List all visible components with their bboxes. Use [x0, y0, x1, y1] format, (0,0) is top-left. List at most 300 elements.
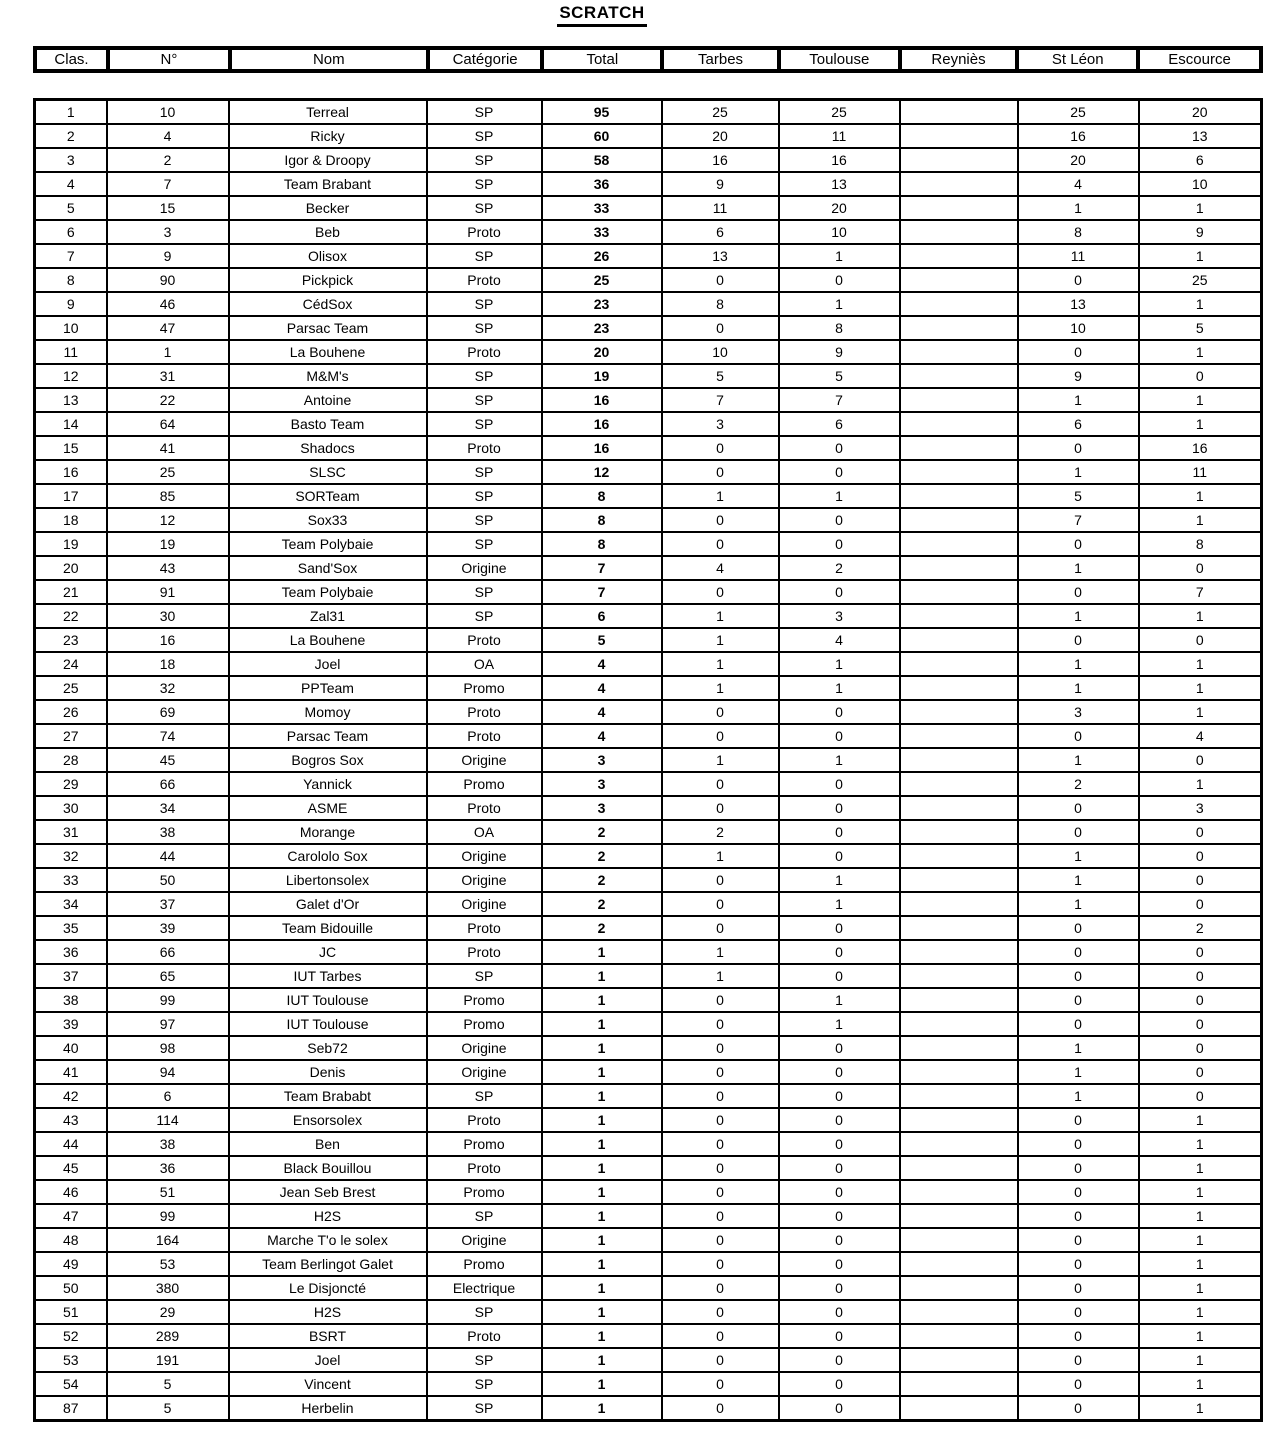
cell-nom: Parsac Team: [229, 316, 427, 340]
cell-tarbes: 0: [662, 796, 779, 820]
cell-num: 5: [107, 1372, 229, 1396]
cell-nom: Denis: [229, 1060, 427, 1084]
cell-num: 9: [107, 244, 229, 268]
cell-nom: IUT Toulouse: [229, 988, 427, 1012]
cell-clas: 22: [35, 604, 107, 628]
cell-tarbes: 0: [662, 1276, 779, 1300]
table-row: [35, 460, 1262, 484]
cell-total: 36: [542, 172, 662, 196]
cell-nom: Igor & Droopy: [229, 148, 427, 172]
cell-nom: Team Brabant: [229, 172, 427, 196]
cell-total: 23: [542, 292, 662, 316]
cell-escource: 1: [1139, 676, 1262, 700]
cell-toulouse: 0: [779, 964, 900, 988]
cell-escource: 1: [1139, 700, 1262, 724]
table-row: [35, 508, 1262, 532]
cell-st-leon: 0: [1018, 628, 1139, 652]
cell-clas: 12: [35, 364, 107, 388]
cell-categorie: SP: [427, 172, 542, 196]
cell-total: 7: [542, 580, 662, 604]
cell-clas: 28: [35, 748, 107, 772]
cell-num: 38: [107, 820, 229, 844]
cell-toulouse: 3: [779, 604, 900, 628]
table-row: [35, 1036, 1262, 1060]
cell-st-leon: 0: [1018, 1300, 1139, 1324]
table-row: [35, 1060, 1262, 1084]
cell-categorie: Promo: [427, 772, 542, 796]
cell-categorie: SP: [427, 1372, 542, 1396]
cell-num: 30: [107, 604, 229, 628]
cell-nom: Vincent: [229, 1372, 427, 1396]
cell-categorie: Origine: [427, 868, 542, 892]
cell-st-leon: 16: [1018, 124, 1139, 148]
cell-tarbes: 0: [662, 460, 779, 484]
cell-toulouse: 20: [779, 196, 900, 220]
cell-reynies: [900, 388, 1018, 412]
table-row: [35, 1396, 1262, 1421]
cell-escource: 1: [1139, 1324, 1262, 1348]
cell-clas: 41: [35, 1060, 107, 1084]
cell-st-leon: 6: [1018, 412, 1139, 436]
cell-categorie: SP: [427, 604, 542, 628]
cell-num: 91: [107, 580, 229, 604]
cell-escource: 25: [1139, 268, 1262, 292]
cell-reynies: [900, 1036, 1018, 1060]
cell-nom: Le Disjoncté: [229, 1276, 427, 1300]
cell-num: 85: [107, 484, 229, 508]
cell-tarbes: 1: [662, 748, 779, 772]
cell-total: 3: [542, 748, 662, 772]
cell-num: 66: [107, 772, 229, 796]
cell-toulouse: 1: [779, 748, 900, 772]
cell-st-leon: 0: [1018, 940, 1139, 964]
cell-reynies: [900, 940, 1018, 964]
cell-reynies: [900, 244, 1018, 268]
column-header-clas: Clas.: [37, 50, 106, 69]
cell-clas: 2: [35, 124, 107, 148]
cell-escource: 6: [1139, 148, 1262, 172]
cell-categorie: Proto: [427, 1324, 542, 1348]
cell-categorie: Promo: [427, 988, 542, 1012]
table-row: [35, 484, 1262, 508]
cell-nom: ASME: [229, 796, 427, 820]
cell-reynies: [900, 460, 1018, 484]
cell-clas: 5: [35, 196, 107, 220]
cell-reynies: [900, 292, 1018, 316]
cell-total: 1: [542, 940, 662, 964]
cell-tarbes: 0: [662, 1324, 779, 1348]
cell-escource: 1: [1139, 1180, 1262, 1204]
cell-num: 1: [107, 340, 229, 364]
cell-nom: Antoine: [229, 388, 427, 412]
column-header-categorie: Catégorie: [430, 50, 541, 69]
cell-clas: 6: [35, 220, 107, 244]
cell-categorie: Proto: [427, 436, 542, 460]
cell-categorie: Promo: [427, 1180, 542, 1204]
cell-tarbes: 0: [662, 1036, 779, 1060]
cell-nom: Joel: [229, 1348, 427, 1372]
table-row: [35, 724, 1262, 748]
cell-escource: 1: [1139, 196, 1262, 220]
cell-categorie: SP: [427, 316, 542, 340]
cell-escource: 1: [1139, 1156, 1262, 1180]
cell-num: 15: [107, 196, 229, 220]
cell-tarbes: 0: [662, 988, 779, 1012]
cell-tarbes: 0: [662, 1372, 779, 1396]
table-row: [35, 796, 1262, 820]
cell-st-leon: 9: [1018, 364, 1139, 388]
cell-escource: 13: [1139, 124, 1262, 148]
cell-nom: La Bouhene: [229, 340, 427, 364]
results-table: [33, 98, 1263, 1422]
cell-reynies: [900, 844, 1018, 868]
cell-toulouse: 0: [779, 580, 900, 604]
cell-tarbes: 25: [662, 100, 779, 125]
cell-categorie: OA: [427, 820, 542, 844]
cell-toulouse: 0: [779, 1204, 900, 1228]
cell-toulouse: 5: [779, 364, 900, 388]
cell-st-leon: 0: [1018, 1204, 1139, 1228]
cell-st-leon: 0: [1018, 1012, 1139, 1036]
cell-tarbes: 0: [662, 1084, 779, 1108]
cell-st-leon: 0: [1018, 1108, 1139, 1132]
cell-reynies: [900, 748, 1018, 772]
cell-reynies: [900, 316, 1018, 340]
cell-reynies: [900, 676, 1018, 700]
cell-tarbes: 2: [662, 820, 779, 844]
cell-toulouse: 0: [779, 1228, 900, 1252]
cell-total: 16: [542, 412, 662, 436]
cell-categorie: Origine: [427, 556, 542, 580]
cell-total: 33: [542, 220, 662, 244]
cell-reynies: [900, 268, 1018, 292]
table-row: [35, 100, 1262, 125]
cell-reynies: [900, 1156, 1018, 1180]
cell-toulouse: 0: [779, 700, 900, 724]
cell-clas: 18: [35, 508, 107, 532]
cell-categorie: Origine: [427, 844, 542, 868]
cell-toulouse: 0: [779, 1132, 900, 1156]
table-row: [35, 196, 1262, 220]
cell-reynies: [900, 772, 1018, 796]
cell-nom: CédSox: [229, 292, 427, 316]
cell-tarbes: 0: [662, 1156, 779, 1180]
cell-reynies: [900, 1396, 1018, 1421]
cell-reynies: [900, 1012, 1018, 1036]
table-row: [35, 1108, 1262, 1132]
cell-total: 19: [542, 364, 662, 388]
cell-num: 34: [107, 796, 229, 820]
cell-reynies: [900, 556, 1018, 580]
cell-num: 12: [107, 508, 229, 532]
cell-total: 8: [542, 484, 662, 508]
cell-num: 69: [107, 700, 229, 724]
table-row: [35, 148, 1262, 172]
cell-toulouse: 1: [779, 988, 900, 1012]
cell-nom: Team Bidouille: [229, 916, 427, 940]
cell-st-leon: 0: [1018, 1372, 1139, 1396]
cell-reynies: [900, 1060, 1018, 1084]
cell-num: 25: [107, 460, 229, 484]
column-header-st-leon: St Léon: [1019, 50, 1136, 69]
cell-clas: 27: [35, 724, 107, 748]
cell-num: 47: [107, 316, 229, 340]
cell-escource: 0: [1139, 1036, 1262, 1060]
cell-nom: Pickpick: [229, 268, 427, 292]
cell-total: 1: [542, 1204, 662, 1228]
cell-escource: 1: [1139, 412, 1262, 436]
cell-reynies: [900, 1084, 1018, 1108]
cell-nom: BSRT: [229, 1324, 427, 1348]
cell-clas: 23: [35, 628, 107, 652]
cell-toulouse: 0: [779, 1300, 900, 1324]
cell-toulouse: 0: [779, 1396, 900, 1421]
cell-reynies: [900, 340, 1018, 364]
cell-reynies: [900, 1108, 1018, 1132]
cell-escource: 0: [1139, 1012, 1262, 1036]
cell-nom: IUT Tarbes: [229, 964, 427, 988]
cell-escource: 8: [1139, 532, 1262, 556]
cell-reynies: [900, 628, 1018, 652]
cell-clas: 20: [35, 556, 107, 580]
cell-st-leon: 0: [1018, 1252, 1139, 1276]
cell-tarbes: 1: [662, 844, 779, 868]
cell-nom: Sox33: [229, 508, 427, 532]
cell-escource: 1: [1139, 1276, 1262, 1300]
cell-num: 36: [107, 1156, 229, 1180]
cell-total: 26: [542, 244, 662, 268]
cell-reynies: [900, 964, 1018, 988]
cell-toulouse: 0: [779, 1036, 900, 1060]
cell-clas: 21: [35, 580, 107, 604]
cell-reynies: [900, 700, 1018, 724]
cell-escource: 5: [1139, 316, 1262, 340]
cell-categorie: SP: [427, 388, 542, 412]
cell-total: 1: [542, 1084, 662, 1108]
cell-categorie: Proto: [427, 340, 542, 364]
table-row: [35, 604, 1262, 628]
cell-escource: 0: [1139, 556, 1262, 580]
cell-st-leon: 13: [1018, 292, 1139, 316]
cell-clas: 11: [35, 340, 107, 364]
cell-num: 64: [107, 412, 229, 436]
cell-nom: H2S: [229, 1300, 427, 1324]
cell-num: 164: [107, 1228, 229, 1252]
table-row: [35, 700, 1262, 724]
table-row: [35, 316, 1262, 340]
cell-st-leon: 0: [1018, 1324, 1139, 1348]
cell-total: 1: [542, 988, 662, 1012]
cell-tarbes: 1: [662, 676, 779, 700]
cell-categorie: SP: [427, 148, 542, 172]
cell-toulouse: 0: [779, 724, 900, 748]
cell-clas: 8: [35, 268, 107, 292]
cell-escource: 0: [1139, 868, 1262, 892]
cell-num: 51: [107, 1180, 229, 1204]
cell-nom: Shadocs: [229, 436, 427, 460]
cell-total: 23: [542, 316, 662, 340]
cell-st-leon: 0: [1018, 1156, 1139, 1180]
cell-categorie: Promo: [427, 676, 542, 700]
cell-nom: Parsac Team: [229, 724, 427, 748]
cell-total: 1: [542, 1108, 662, 1132]
cell-escource: 0: [1139, 844, 1262, 868]
cell-st-leon: 0: [1018, 988, 1139, 1012]
cell-num: 44: [107, 844, 229, 868]
cell-reynies: [900, 868, 1018, 892]
cell-total: 1: [542, 1276, 662, 1300]
cell-toulouse: 0: [779, 1372, 900, 1396]
cell-escource: 1: [1139, 508, 1262, 532]
cell-escource: 1: [1139, 772, 1262, 796]
cell-reynies: [900, 604, 1018, 628]
cell-clas: 1: [35, 100, 107, 125]
cell-clas: 40: [35, 1036, 107, 1060]
cell-toulouse: 0: [779, 268, 900, 292]
table-row: [35, 412, 1262, 436]
cell-escource: 1: [1139, 604, 1262, 628]
cell-toulouse: 4: [779, 628, 900, 652]
table-row: [35, 1012, 1262, 1036]
cell-num: 45: [107, 748, 229, 772]
cell-nom: Morange: [229, 820, 427, 844]
cell-reynies: [900, 148, 1018, 172]
cell-categorie: Proto: [427, 1108, 542, 1132]
table-row: [35, 1132, 1262, 1156]
table-row: [35, 292, 1262, 316]
cell-total: 2: [542, 820, 662, 844]
cell-st-leon: 1: [1018, 460, 1139, 484]
cell-clas: 32: [35, 844, 107, 868]
cell-total: 1: [542, 1180, 662, 1204]
cell-nom: SORTeam: [229, 484, 427, 508]
cell-num: 10: [107, 100, 229, 125]
cell-tarbes: 0: [662, 1060, 779, 1084]
cell-st-leon: 1: [1018, 748, 1139, 772]
cell-tarbes: 0: [662, 1348, 779, 1372]
cell-nom: Team Polybaie: [229, 580, 427, 604]
cell-num: 46: [107, 292, 229, 316]
cell-escource: 1: [1139, 1204, 1262, 1228]
cell-nom: Terreal: [229, 100, 427, 125]
cell-toulouse: 0: [779, 460, 900, 484]
table-row: [35, 268, 1262, 292]
cell-st-leon: 0: [1018, 268, 1139, 292]
cell-escource: 1: [1139, 1348, 1262, 1372]
cell-escource: 1: [1139, 1300, 1262, 1324]
cell-toulouse: 0: [779, 1324, 900, 1348]
cell-st-leon: 0: [1018, 1132, 1139, 1156]
cell-tarbes: 11: [662, 196, 779, 220]
table-row: [35, 892, 1262, 916]
cell-clas: 19: [35, 532, 107, 556]
cell-reynies: [900, 1372, 1018, 1396]
cell-total: 12: [542, 460, 662, 484]
cell-st-leon: 20: [1018, 148, 1139, 172]
cell-nom: H2S: [229, 1204, 427, 1228]
cell-clas: 51: [35, 1300, 107, 1324]
cell-toulouse: 0: [779, 1060, 900, 1084]
cell-clas: 29: [35, 772, 107, 796]
cell-clas: 52: [35, 1324, 107, 1348]
cell-clas: 26: [35, 700, 107, 724]
cell-num: 98: [107, 1036, 229, 1060]
cell-tarbes: 13: [662, 244, 779, 268]
table-row: [35, 1204, 1262, 1228]
title-bar: [0, 0, 1204, 27]
cell-toulouse: 16: [779, 148, 900, 172]
cell-st-leon: 25: [1018, 100, 1139, 125]
cell-tarbes: 0: [662, 268, 779, 292]
table-row: [35, 1276, 1262, 1300]
cell-nom: Carololo Sox: [229, 844, 427, 868]
cell-clas: 42: [35, 1084, 107, 1108]
cell-escource: 1: [1139, 652, 1262, 676]
cell-total: 1: [542, 1372, 662, 1396]
table-row: [35, 1156, 1262, 1180]
cell-reynies: [900, 412, 1018, 436]
cell-toulouse: 0: [779, 1180, 900, 1204]
cell-toulouse: 1: [779, 676, 900, 700]
cell-escource: 2: [1139, 916, 1262, 940]
cell-num: 2: [107, 148, 229, 172]
cell-categorie: Proto: [427, 628, 542, 652]
cell-tarbes: 4: [662, 556, 779, 580]
cell-st-leon: 0: [1018, 1348, 1139, 1372]
cell-st-leon: 8: [1018, 220, 1139, 244]
cell-nom: Sand'Sox: [229, 556, 427, 580]
cell-clas: 13: [35, 388, 107, 412]
cell-clas: 3: [35, 148, 107, 172]
cell-tarbes: 0: [662, 1012, 779, 1036]
cell-num: 38: [107, 1132, 229, 1156]
cell-num: 5: [107, 1396, 229, 1421]
cell-categorie: Promo: [427, 1252, 542, 1276]
cell-categorie: SP: [427, 100, 542, 125]
cell-reynies: [900, 172, 1018, 196]
cell-reynies: [900, 1228, 1018, 1252]
cell-reynies: [900, 196, 1018, 220]
page-title: SCRATCH: [557, 3, 646, 27]
cell-categorie: SP: [427, 580, 542, 604]
cell-num: 43: [107, 556, 229, 580]
cell-clas: 38: [35, 988, 107, 1012]
cell-tarbes: 0: [662, 1180, 779, 1204]
cell-tarbes: 1: [662, 604, 779, 628]
cell-clas: 31: [35, 820, 107, 844]
cell-st-leon: 0: [1018, 580, 1139, 604]
cell-st-leon: 0: [1018, 1276, 1139, 1300]
cell-nom: PPTeam: [229, 676, 427, 700]
cell-num: 22: [107, 388, 229, 412]
table-row: [35, 628, 1262, 652]
cell-escource: 0: [1139, 1084, 1262, 1108]
cell-clas: 48: [35, 1228, 107, 1252]
cell-escource: 1: [1139, 1252, 1262, 1276]
cell-tarbes: 0: [662, 1108, 779, 1132]
cell-toulouse: 10: [779, 220, 900, 244]
cell-total: 2: [542, 844, 662, 868]
cell-st-leon: 1: [1018, 892, 1139, 916]
cell-num: 53: [107, 1252, 229, 1276]
cell-reynies: [900, 724, 1018, 748]
cell-escource: 4: [1139, 724, 1262, 748]
cell-total: 58: [542, 148, 662, 172]
cell-clas: 50: [35, 1276, 107, 1300]
cell-toulouse: 1: [779, 652, 900, 676]
cell-tarbes: 1: [662, 652, 779, 676]
cell-categorie: Proto: [427, 724, 542, 748]
